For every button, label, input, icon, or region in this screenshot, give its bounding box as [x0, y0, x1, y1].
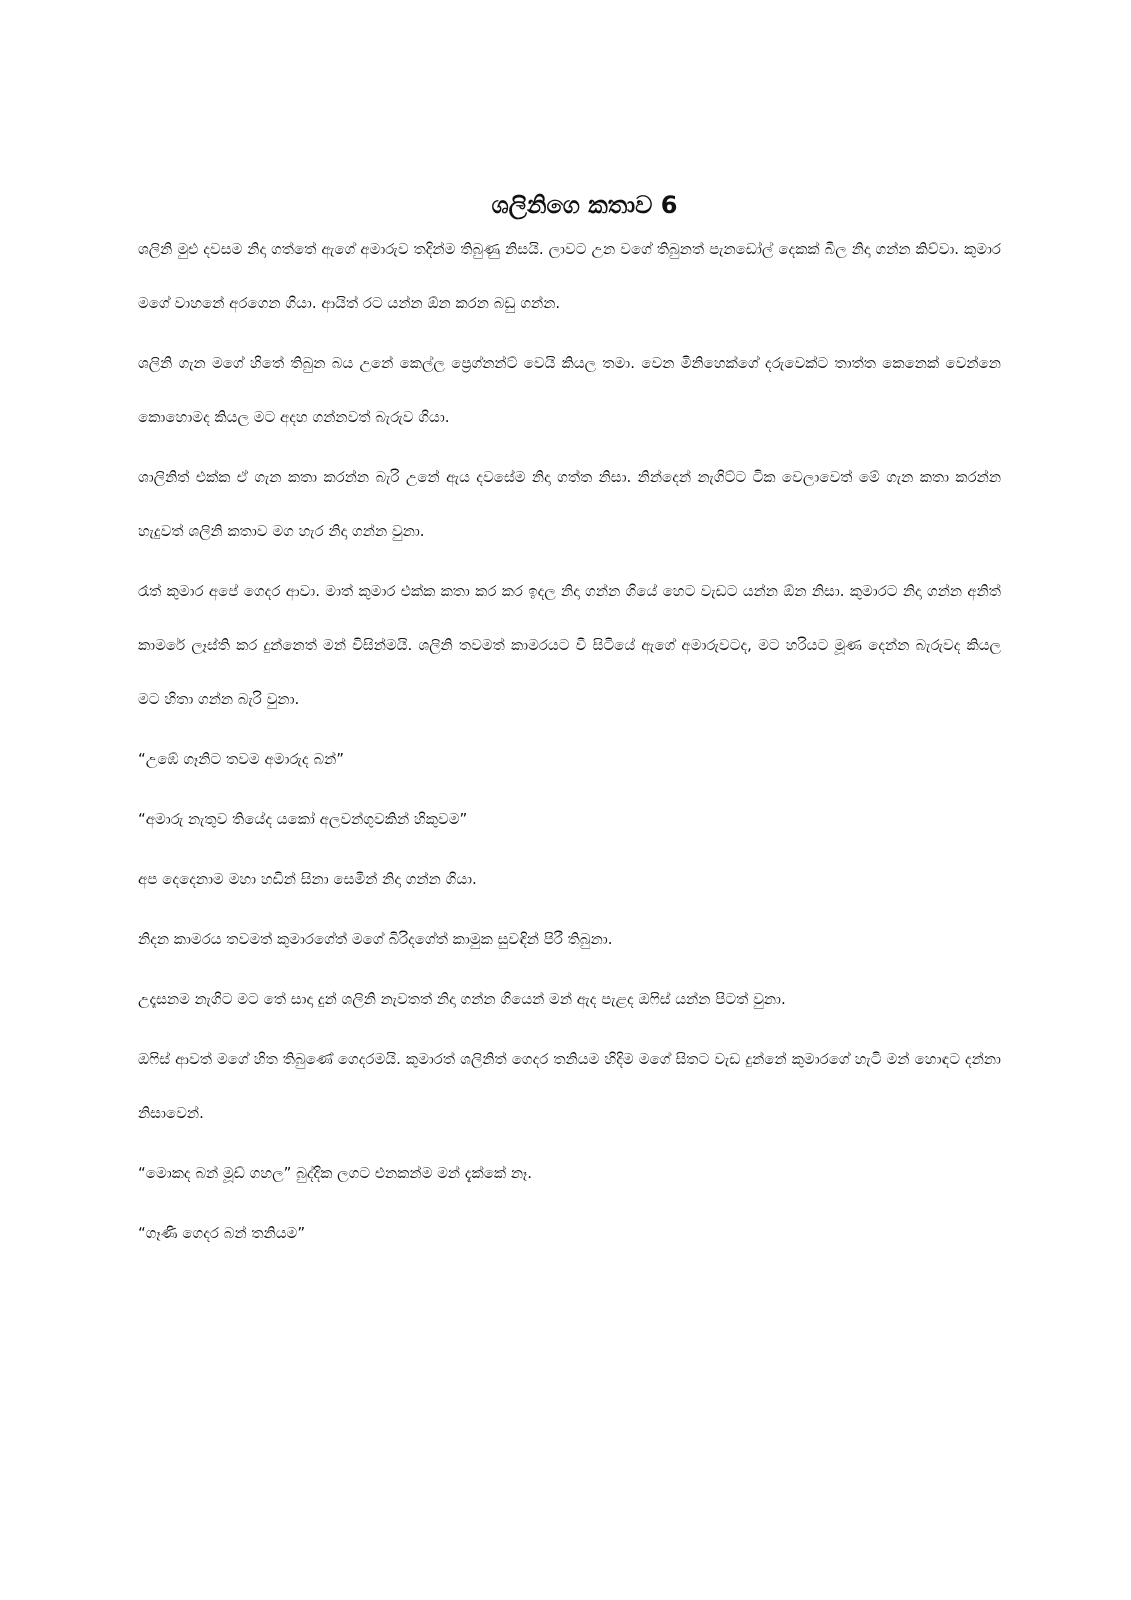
dialogue-line: “අමාරු නැතුව තියේද යකෝ අලවන්ගුවකින් හිකුවම”	[138, 810, 468, 828]
document-body	[138, 222, 1001, 1260]
paragraph: ඔෆිස් ආවත් මගේ හිත තිබුණේ ගෙදරමයි. කුමාරත් ශලිනිත් ගෙදර තනියම හිදිම මගේ සිතට වැඩ දුන්නේ කුමාරගේ හැටි මන් හොඳට දන්නා නිසාවෙන්.	[138, 1050, 1001, 1122]
dialogue-line: “උඹේ ගෑනිට තවම අමාරුද බන්”	[138, 750, 345, 768]
paragraph: ශලිනි මුළු දවසම නිදා ගත්තේ ඇගේ අමාරුව තදින්ම තිබුණු නිසයි. ලාවට උන වගේ තිබුනත් පැනඩෝල් දෙකක් බීල නිදා ගන්න කිව්වා. කුමාර මගේ වාහනේ අරගෙන ගියා. ආයිත් රට යන්න ඕන කරන බඩු ගන්න.	[138, 240, 1001, 312]
dialogue-line: “ගෑණි ගෙදර බන් තනියම”	[138, 1224, 306, 1242]
paragraph: රෑත් කුමාර අපේ ගෙදර ආවා. මාත් කුමාර එක්ක කතා කර කර ඉදල නිදා ගන්න ගියේ හෙට වැඩට යන්න ඕන නිසා. කුමාරට නිදා ගන්න අනිත් කාමරේ ලෑස්ති කර දුන්නෙත් මන් විසින්මයි. ශලිනි තවමත් කාමරයට වී සිටියේ ඇගේ අමාරුවටද, මට හරියට මූණ දෙන්න බැරුවද කියල මට හිතා ගන්න බැරි වුනා.	[138, 582, 1001, 708]
paragraph: නිදන කාමරය තවමත් කුමාරගේත් මගේ බිරිදගේත් කාමුක සුවඳින් පිරී තිබුනා.	[138, 930, 613, 948]
dialogue-line: “මොකද බන් මූඩ් ගහල” බුද්දික ලගට එනකන්ම මන් දැක්කේ නෑ.	[138, 1164, 533, 1182]
paragraph: ශාලිනිත් එක්ක ඒ ගැන කතා කරන්න බැරි උනේ ඇය දවසේම නිදා ගත්ත නිසා. නින්දෙන් නැගිට්ට ටික වෙලාවෙත් මේ ගැන කතා කරන්න හැදුවත් ශලිනි කතාව මග හැර නිදා ගන්න වුනා.	[138, 468, 1001, 540]
document-title: ශලිනිගෙ කතාව 6	[491, 191, 678, 219]
paragraph: ශලිනි ගැන මගේ හිතේ තිබුන බය උනේ කෙල්ල ප්‍රෙග්නන්ට් වෙයි කියල තමා. වෙන මිනිහෙක්ගේ දරුවෙක්ට තාත්ත කෙනෙක් වෙන්නෙ කොහොමද කියල මට අදහ ගන්නවත් බැරුව ගියා.	[138, 354, 1001, 426]
paragraph: උදෑසනම නැගිට මට තේ සාදා දුන් ශලිනි නැවතත් නිදා ගන්න ගියෙන් මන් ඇද පැළද ඔෆිස් යන්න පිටත් වුනා.	[138, 990, 786, 1008]
paragraph: අප දෙදෙනාම මහා හඩින් සිනා සෙමින් නිදා ගන්න ගියා.	[138, 870, 477, 888]
